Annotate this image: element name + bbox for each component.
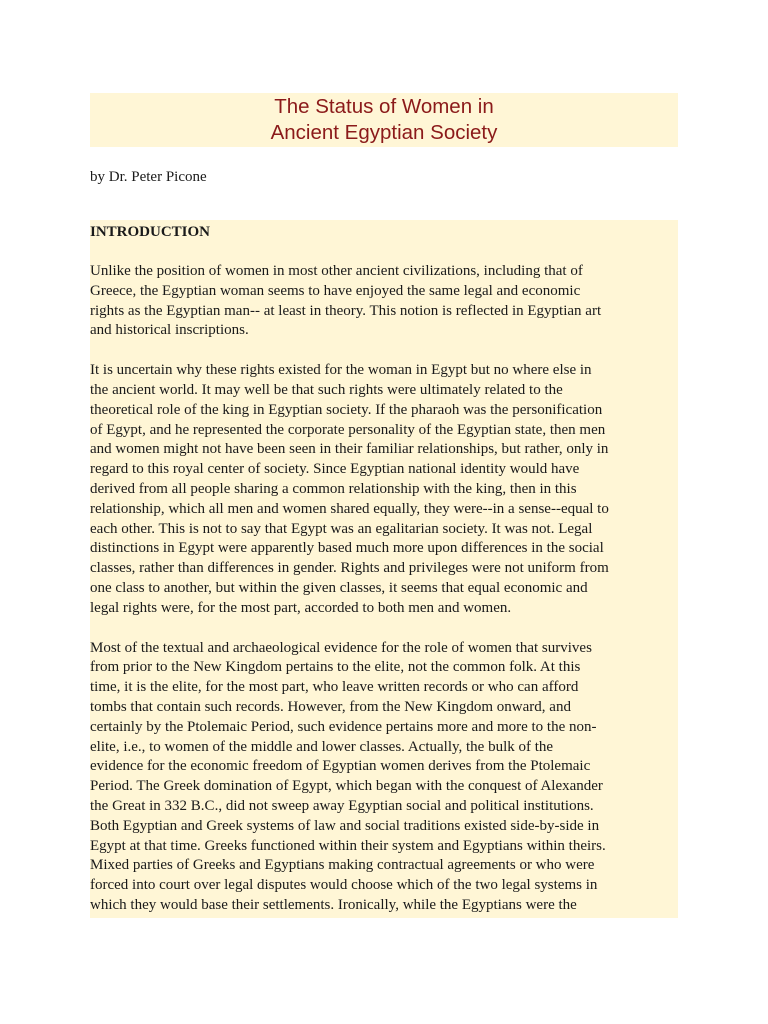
text-line: of Egypt, and he represented the corporate personality of the Egyptian state, then men xyxy=(90,421,606,438)
text-line: and women might not have been seen in their familiar relationships, but rather, only in xyxy=(90,441,609,458)
text-line: tombs that contain such records. However, from the New Kingdom onward, and xyxy=(90,698,571,715)
text-line: the Great in 332 B.C., did not sweep away Egyptian social and political institutions. xyxy=(90,797,594,814)
text-line: distinctions in Egypt were apparently based much more upon differences in the social xyxy=(90,540,604,557)
text-line: forced into court over legal disputes would choose which of the two legal systems in xyxy=(90,877,598,894)
text-line: Egypt at that time. Greeks functioned within their system and Egyptians within theirs. xyxy=(90,837,606,854)
text-line: time, it is the elite, for the most part, who leave written records or who can afford xyxy=(90,679,579,696)
text-line: regard to this royal center of society. Since Egyptian national identity would have xyxy=(90,461,580,478)
article-body xyxy=(90,220,678,918)
text-line: each other. This is not to say that Egypt was an egalitarian society. It was not. Legal xyxy=(90,520,593,537)
paragraph-3 xyxy=(90,639,678,916)
text-line: one class to another, but within the given classes, it seems that equal economic and xyxy=(90,579,588,596)
text-line: elite, i.e., to women of the middle and lower classes. Actually, the bulk of the xyxy=(90,738,554,755)
text-line: rights as the Egyptian man-- at least in theory. This notion is reflected in Egyptian art xyxy=(90,302,602,319)
text-line: Most of the textual and archaeological evidence for the role of women that survives xyxy=(90,639,592,656)
page-title-line-2: Ancient Egyptian Society xyxy=(270,121,498,144)
text-line: which they would base their settlements. Ironically, while the Egyptians were the xyxy=(90,896,577,913)
text-line: legal rights were, for the most part, accorded to both men and women. xyxy=(90,599,512,616)
text-line: Mixed parties of Greeks and Egyptians making contractual agreements or who were xyxy=(90,857,595,874)
text-line: Unlike the position of women in most other ancient civilizations, including that of xyxy=(90,263,583,279)
text-line: theoretical role of the king in Egyptian society. If the pharaoh was the personification xyxy=(90,401,603,418)
paragraph-2 xyxy=(90,361,678,618)
text-line: relationship, which all men and women shared equally, they were--in a sense--equal to xyxy=(90,500,609,517)
section-heading: INTRODUCTION xyxy=(90,224,211,240)
text-line: evidence for the economic freedom of Egyptian women derives from the Ptolemaic xyxy=(90,758,591,775)
page-title-line-1: The Status of Women in xyxy=(274,95,494,118)
text-line: derived from all people sharing a common relationship with the king, then in this xyxy=(90,480,577,497)
text-line: certainly by the Ptolemaic Period, such evidence pertains more and more to the non- xyxy=(90,718,597,735)
text-line: the ancient world. It may well be that such rights were ultimately related to the xyxy=(90,381,563,398)
text-line: from prior to the New Kingdom pertains to the elite, not the common folk. At this xyxy=(90,659,581,676)
title-box xyxy=(90,93,678,147)
text-line: classes, rather than differences in gender. Rights and privileges were not uniform from xyxy=(90,560,609,577)
text-line: Both Egyptian and Greek systems of law and social traditions existed side-by-side in xyxy=(90,817,600,834)
text-line: Period. The Greek domination of Egypt, which began with the conquest of Alexander xyxy=(90,778,603,795)
byline: by Dr. Peter Picone xyxy=(90,169,207,185)
text-line: and historical inscriptions. xyxy=(90,322,249,339)
text-line: It is uncertain why these rights existed for the woman in Egypt but no where else in xyxy=(90,362,592,379)
paragraph-1 xyxy=(90,262,678,341)
text-line: Greece, the Egyptian woman seems to have enjoyed the same legal and economic xyxy=(90,282,581,299)
